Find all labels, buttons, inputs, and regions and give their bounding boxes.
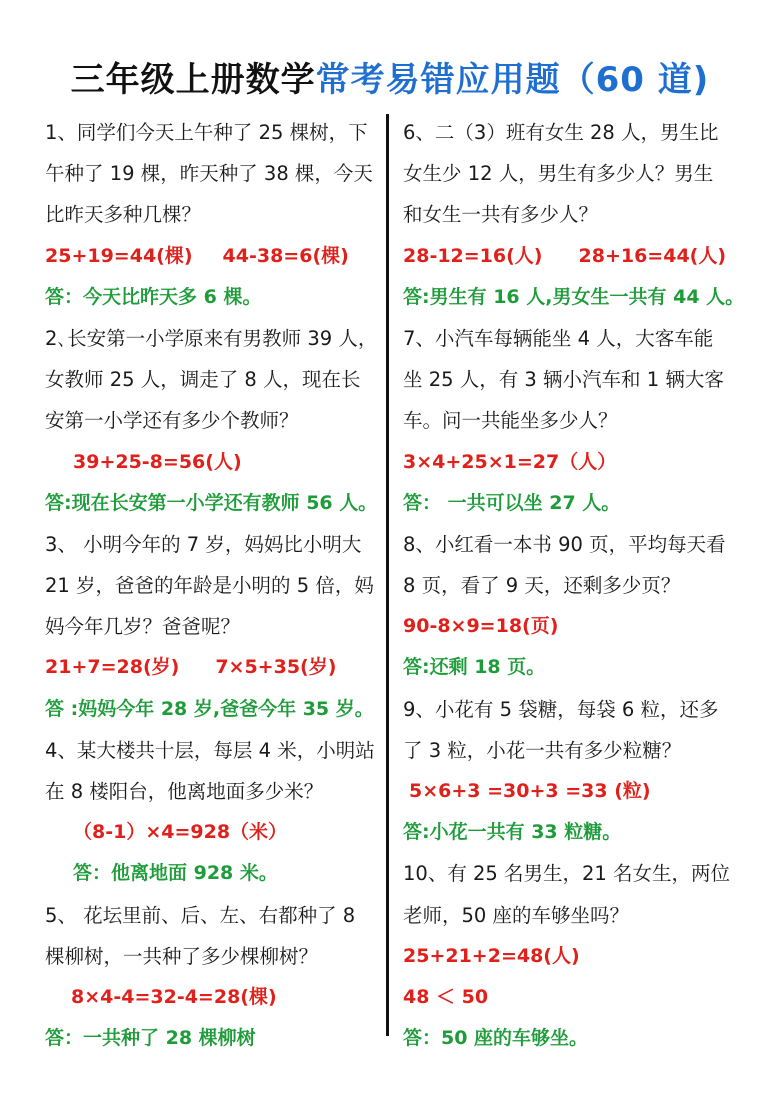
problem-4-line-1: 4、某大楼共十层，每层 4 米，小明站 [45,738,375,762]
problem-3-line-1: 3、 小明今年的 7 岁，妈妈比小明大 [45,532,362,556]
problem-1-calc-a: 25+19=44(棵) [45,244,193,267]
problem-8-answer: 答:还剩 18 页。 [403,656,546,679]
problem-3-calc [45,647,380,688]
problem-6-answer: 答:男生有 16 人,男女生一共有 44 人。 [403,285,745,308]
problem-10-line-1: 10、有 25 名男生，21 名女生，两位 [403,862,731,886]
page-title [0,52,780,101]
problem-10-line-2: 老师，50 座的车够坐吗？ [403,903,630,927]
problem-6-calc [403,236,748,277]
problem-8-line-2: 8 页，看了 9 天，还剩多少页？ [403,574,681,598]
problem-2-line-2: 女教师 25 人，调走了 8 人，现在长 [45,368,361,392]
problem-4-answer: 答：他离地面 928 米。 [73,862,278,885]
problem-10-answer: 答：50 座的车够坐。 [403,1027,589,1050]
problem-5-answer: 答：一共种了 28 棵柳树 [45,1027,256,1050]
problem-5-line-1: 5、 花坛里前、后、左、右都种了 8 [45,903,356,927]
problem-6-calc-a: 28-12=16(人) [403,244,543,267]
problem-9-calc: 5×6+3 =30+3 =33 (粒) [409,780,651,802]
problem-5-calc: 8×4-4=32-4=28(棵) [71,985,277,1008]
problem-10-calc-1: 25+21+2=48(人) [403,944,580,967]
problem-3-calc-a: 21+7=28(岁) [45,656,180,679]
problem-2-line-3: 安第一小学还有多少个教师？ [45,409,299,433]
problem-9-line-1: 9、小花有 5 袋糖，每袋 6 粒，还多 [403,697,719,721]
problem-9-line-2: 了 3 粒，小花一共有多少粒糖？ [403,738,682,762]
problem-1-line-3: 比昨天多种几棵？ [45,203,202,227]
problem-3-answer: 答 :妈妈今年 28 岁,爸爸今年 35 岁。 [45,697,374,720]
title-blue: 常考易错应用题（60 道) [315,60,710,100]
problem-6-calc-b: 28+16=44(人) [578,244,727,267]
problem-7-calc: 3×4+25×1=27（人） [403,450,617,473]
problem-7-line-1: 7、小汽车每辆能坐 4 人，大客车能 [403,326,714,350]
problem-3-line-3: 妈今年几岁？爸爸呢？ [45,615,241,639]
right-column [403,112,748,1059]
problem-1-calc-b: 44-38=6(棵) [222,244,349,267]
problem-1-line-1: 1、同学们今天上午种了 25 棵树，下 [45,121,368,144]
problem-4-calc: （8-1）×4=928（米） [73,821,288,844]
problem-7-answer: 答： 一共可以坐 27 人。 [403,491,621,514]
problem-10-calc-2: 48 ＜ 50 [403,985,489,1008]
problem-9-answer: 答:小花一共有 33 粒糖。 [403,821,622,844]
problem-3-line-2: 21 岁，爸爸的年龄是小明的 5 倍，妈 [45,574,374,598]
problem-6-line-3: 和女生一共有多少人？ [403,203,599,227]
problem-7-line-3: 车。问一共能坐多少人？ [403,409,618,433]
problem-1-answer: 答：今天比昨天多 6 棵。 [45,285,262,308]
problem-6-line-1: 6、二（3）班有女生 28 人，男生比 [403,121,719,144]
problem-1-line-2: 午种了 19 棵，昨天种了 38 棵，今天 [45,162,373,186]
problem-6-line-2: 女生少 12 人，男生有多少人？男生 [403,162,714,186]
column-divider [386,114,389,1036]
problem-4-line-2: 在 8 楼阳台，他离地面多少米？ [45,780,324,803]
problem-5-line-2: 棵柳树，一共种了多少棵柳树？ [45,944,319,968]
problem-7-line-2: 坐 25 人，有 3 辆小汽车和 1 辆大客 [403,368,724,392]
title-black: 三年级上册数学 [70,60,316,100]
problem-3-calc-b: 7×5+35(岁) [215,656,337,679]
problem-8-calc: 90-8×9=18(页) [403,615,559,638]
problem-1-calc [45,236,380,277]
problem-2-calc: 39+25-8=56(人) [73,450,242,473]
left-column [45,112,380,1059]
problem-2-answer: 答:现在长安第一小学还有教师 56 人。 [45,491,378,514]
problem-8-line-1: 8、小红看一本书 90 页，平均每天看 [403,532,726,556]
problem-2-line-1: 2､长安第一小学原来有男教师 39 人， [45,326,378,350]
